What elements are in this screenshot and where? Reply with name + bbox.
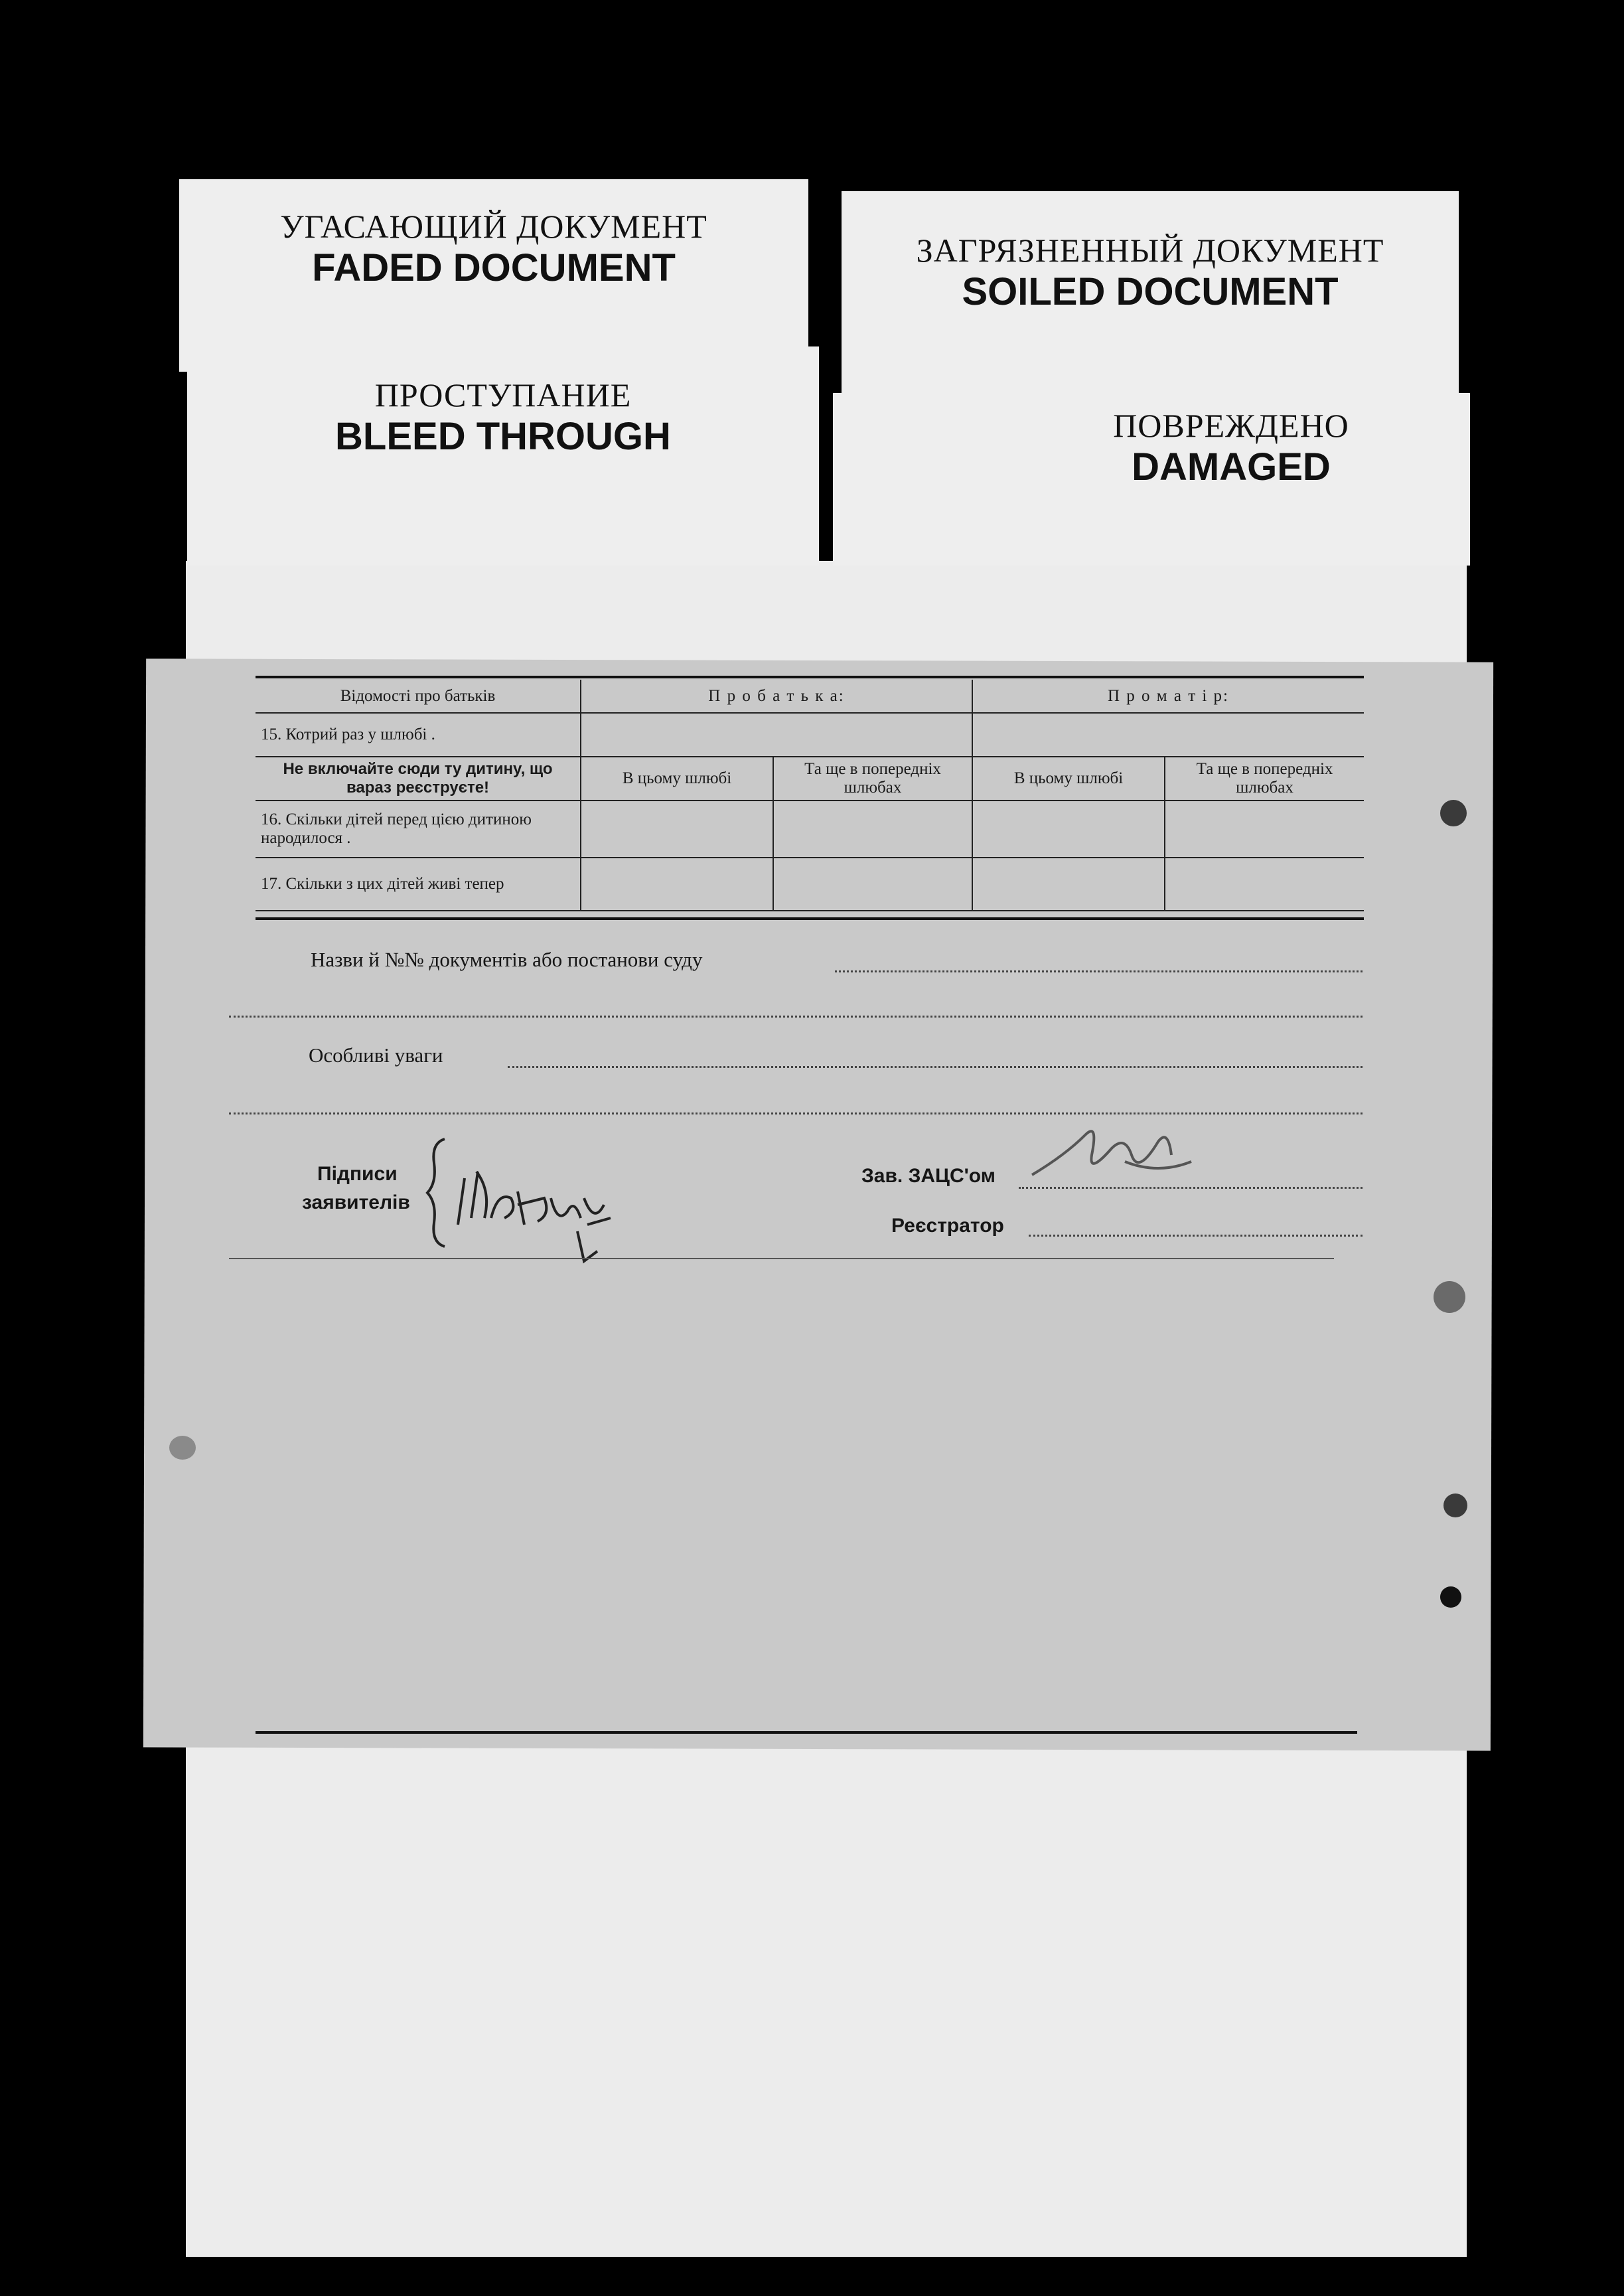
- hole-1: [1440, 800, 1467, 826]
- header-father: П р о б а т ь к а:: [581, 680, 972, 713]
- table-bottom-line: [256, 917, 1364, 920]
- row16-cell-2: [773, 801, 972, 858]
- header-info: Відомості про батьків: [256, 680, 581, 713]
- form-bottom-line: [256, 1731, 1357, 1734]
- damaged-card: [833, 393, 1470, 566]
- damaged-label-ru: ПОВРЕЖДЕНО: [1113, 407, 1349, 444]
- row16-cell-1: [581, 801, 773, 858]
- parents-info-table: [256, 680, 1364, 911]
- special-notes-label: Особливі уваги: [309, 1043, 443, 1067]
- registrar-label: Реєстратор: [891, 1215, 1004, 1237]
- row15-mother-cell: [972, 713, 1364, 757]
- faded-document-card: [179, 179, 808, 372]
- hole-3: [1443, 1493, 1467, 1517]
- row17-label: 17. Скільки з цих дітей живі тепер: [256, 858, 581, 911]
- soiled-label-en: SOILED DOCUMENT: [962, 270, 1339, 313]
- col-this-marriage-mother: В цьому шлюбі: [972, 757, 1165, 801]
- header-mother: П р о м а т і р:: [972, 680, 1364, 713]
- note-label: Не включайте сюди ту дитину, що вараз реєструєте!: [256, 757, 581, 801]
- damaged-label-en: DAMAGED: [1132, 445, 1331, 489]
- col-prev-marriage-father: Та ще в попередніх шлюбах: [773, 757, 972, 801]
- row16-cell-3: [972, 801, 1165, 858]
- row17-cell-1: [581, 858, 773, 911]
- head-label: Зав. ЗАЦС'ом: [861, 1165, 996, 1187]
- row17-cell-2: [773, 858, 972, 911]
- bleed-label-ru: ПРОСТУПАНИЕ: [374, 376, 632, 414]
- row17-cell-4: [1165, 858, 1364, 911]
- signatures-label-2: заявителів: [302, 1191, 410, 1213]
- registrar-line: [1029, 1235, 1363, 1237]
- col-prev-marriage-mother: Та ще в попередніх шлюбах: [1165, 757, 1364, 801]
- faded-label-ru: УГАСАЮЩИЙ ДОКУМЕНТ: [280, 208, 707, 245]
- soiled-label-ru: ЗАГРЯЗНЕННЫЙ ДОКУМЕНТ: [916, 232, 1384, 269]
- row15-father-cell: [581, 713, 972, 757]
- col-this-marriage-father: В цьому шлюбі: [581, 757, 773, 801]
- bleed-through-card: [187, 346, 819, 566]
- row16-label: 16. Скільки дітей перед цією дитиною народилося .: [256, 801, 581, 858]
- documents-line-2: [229, 1016, 1363, 1018]
- soiled-document-card: [842, 191, 1459, 397]
- bleed-label-en: BLEED THROUGH: [335, 415, 671, 458]
- special-notes-line-2: [229, 1112, 1363, 1114]
- table-top-line: [256, 676, 1364, 678]
- special-notes-line-1: [508, 1066, 1363, 1068]
- signature-brace: [425, 1136, 451, 1249]
- hole-5: [169, 1436, 196, 1460]
- faded-label-en: FADED DOCUMENT: [312, 246, 676, 289]
- documents-line-1: [835, 970, 1363, 972]
- row16-cell-4: [1165, 801, 1364, 858]
- applicant-signature-image: [451, 1152, 624, 1268]
- hole-2: [1434, 1281, 1465, 1313]
- head-signature-image: [1025, 1115, 1198, 1188]
- signatures-label-1: Підписи: [317, 1163, 398, 1185]
- row15-label: 15. Котрий раз у шлюбі .: [256, 713, 581, 757]
- documents-label: Назви й №№ документів або постанови суду: [311, 948, 703, 971]
- hole-4: [1440, 1586, 1461, 1608]
- signature-section-divider: [229, 1258, 1334, 1259]
- row17-cell-3: [972, 858, 1165, 911]
